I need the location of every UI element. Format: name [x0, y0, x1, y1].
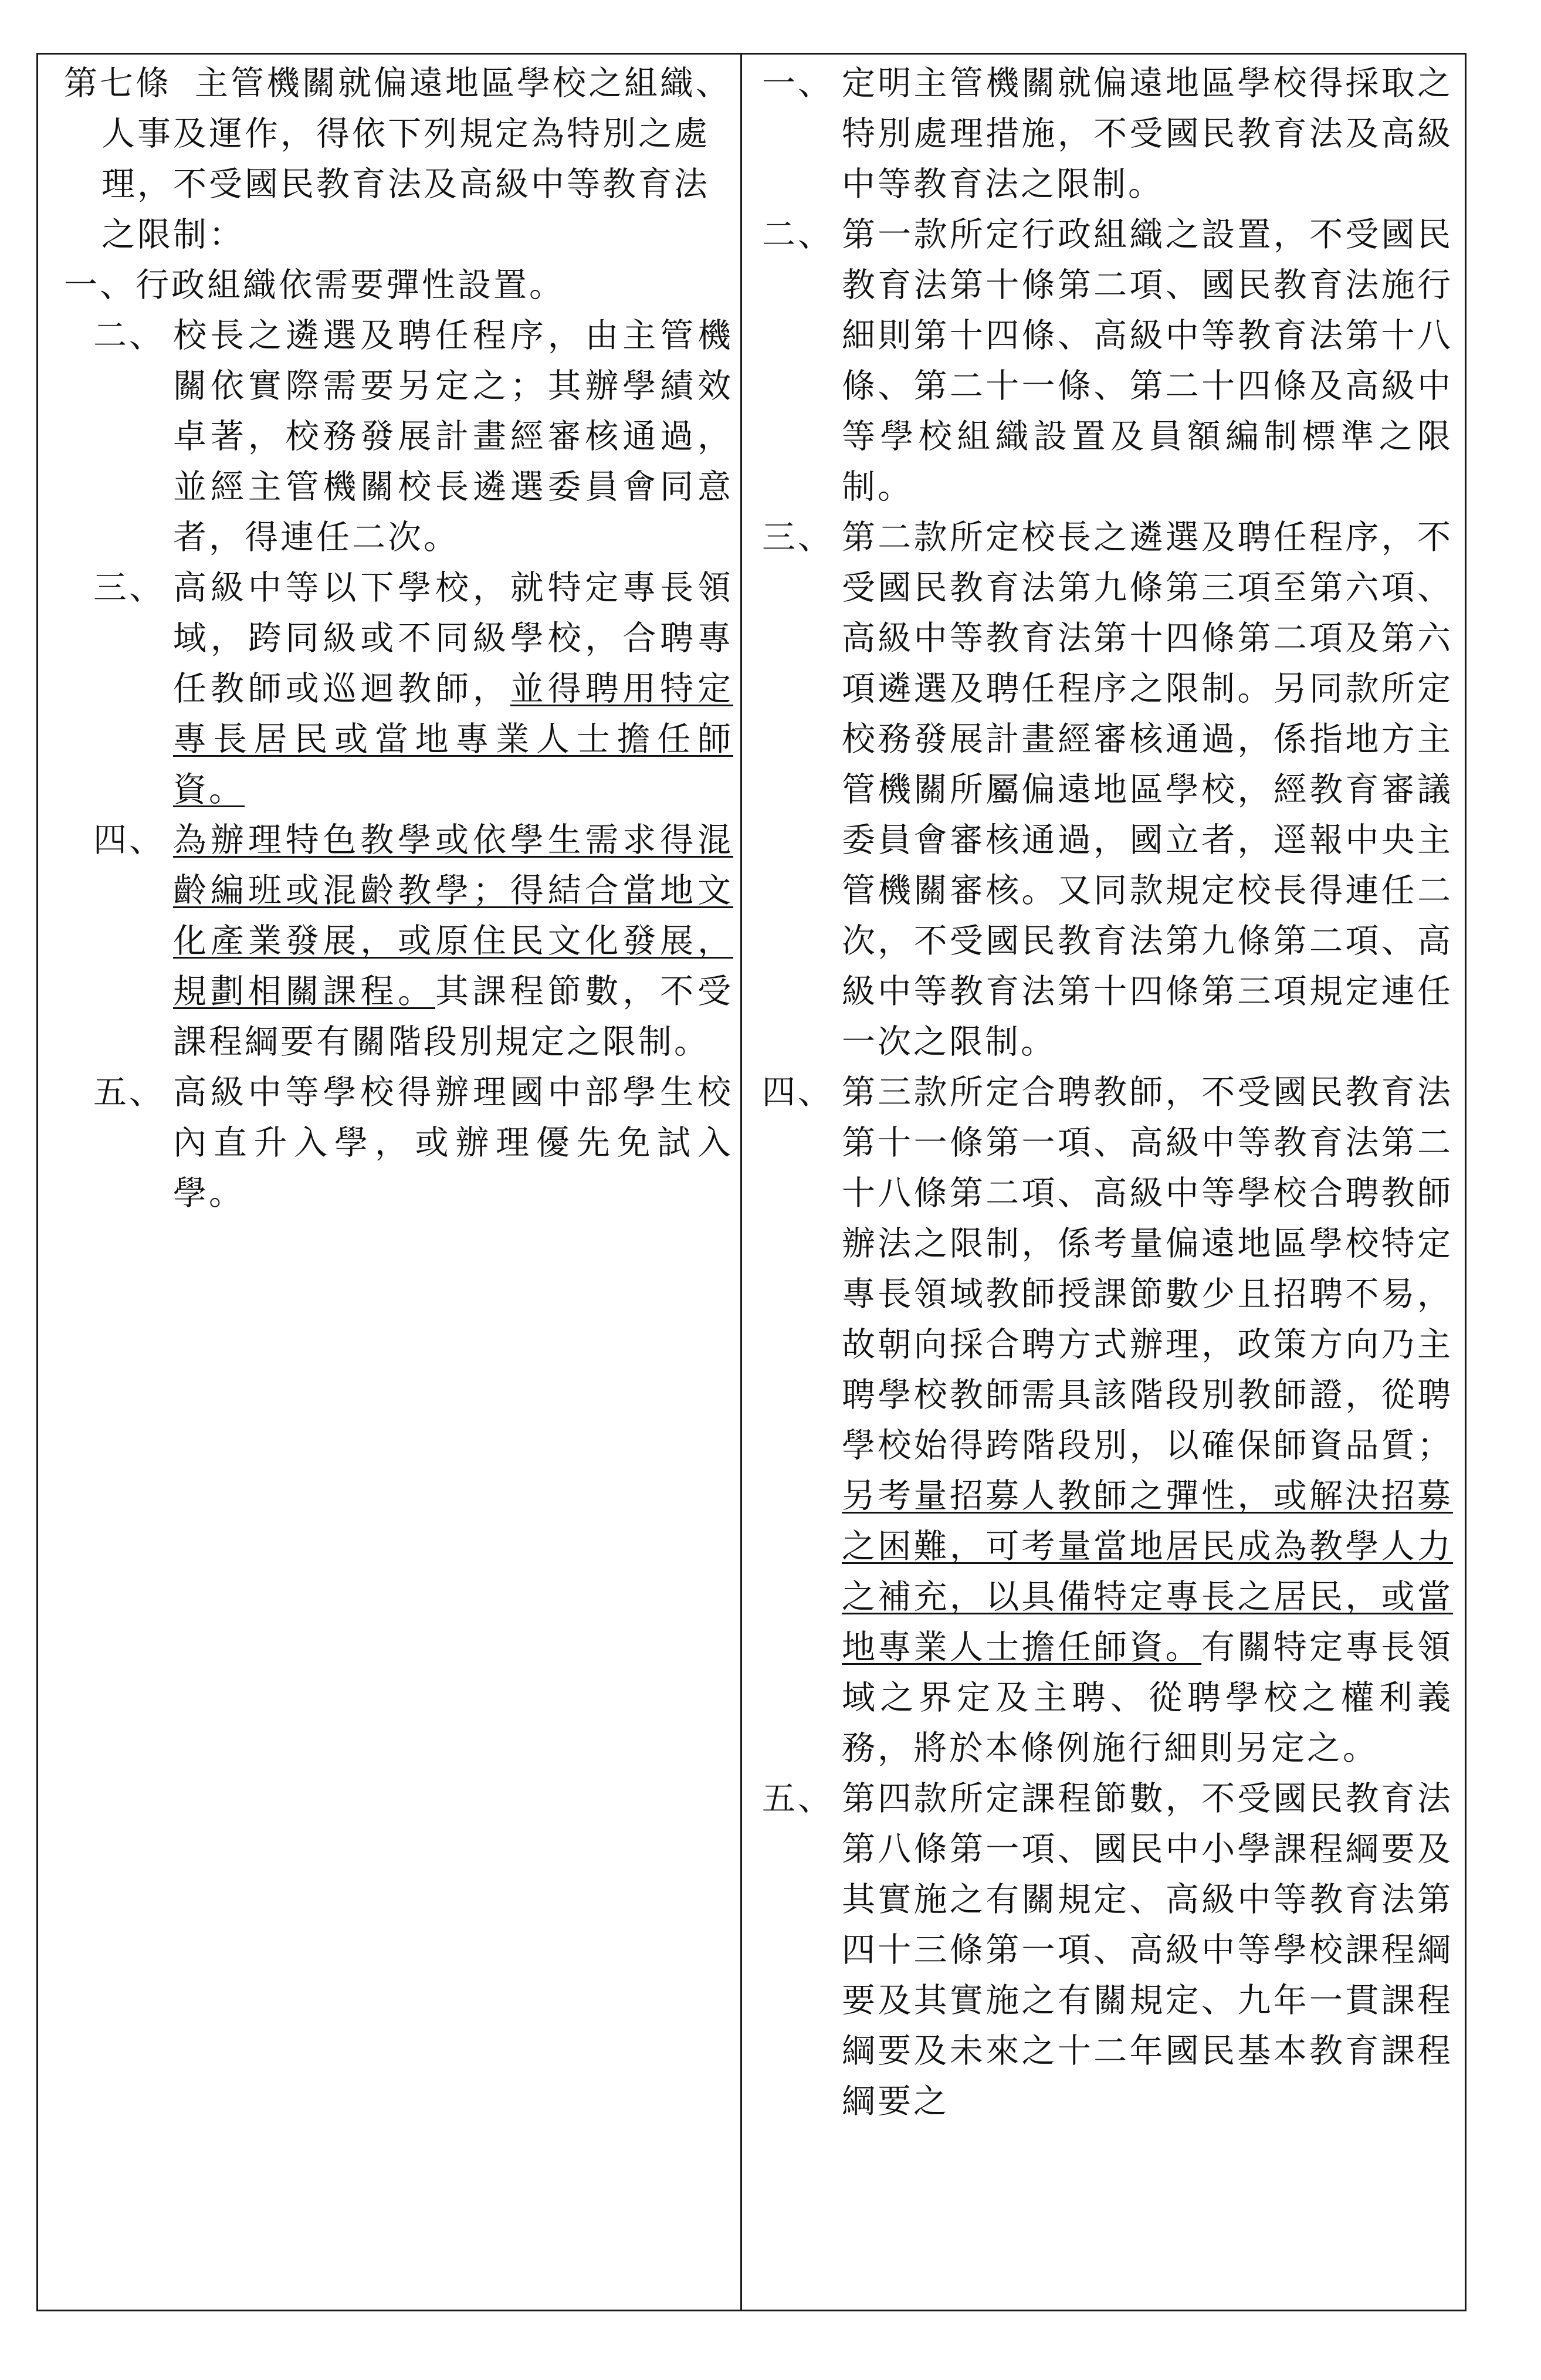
item-text-underlined: 另考量招募人教師之彈性，或解決招募之困難，可考量當地居民成為教學人力之補充，以具備特定專長之居民，或當地專業人士擔任師資。 — [842, 1477, 1453, 1667]
explanation-item — [754, 209, 1453, 512]
item-number: 三、 — [93, 568, 165, 607]
item-text — [842, 1067, 1453, 1773]
item-text: 行政組織依需要彈性設置。 — [136, 266, 565, 304]
explanation-item — [754, 58, 1453, 209]
explanation-item — [754, 1067, 1453, 1773]
item-text: 第二款所定校長之遴選及聘任程序，不受國民教育法第九條第三項至第六項、高級中等教育法第十四條第二項及第六項遴選及聘任程序之限制。另同款所定校務發展計畫經審核通過，係指地方主管機關所屬偏遠地區學校，經教育審議委員會審核通過，國立者，逕報中央主管機關審核。又同款規定校長得連任二次，不受國民教育法第九條第二項、高級中等教育法第十四條第三項規定連任一次之限制。 — [842, 518, 1453, 1061]
item-text-underlined: 並得聘用特定專長居民或當地專業人士擔任師資。 — [173, 669, 734, 809]
article-heading: 第七條 — [64, 64, 171, 103]
item-text-underlined: 得結合當地文化產業發展，或原住民文化發展，規劃相關課程。 — [173, 871, 734, 1011]
item-number: 五、 — [93, 1073, 165, 1112]
provision-item — [64, 260, 733, 310]
item-number: 四、 — [762, 1073, 834, 1112]
item-number: 五、 — [762, 1779, 834, 1818]
item-text-plain: 高級中等以下學校，就特定專長領域，跨同級或不同級學校，合聘專任教師或巡迴教師， — [173, 568, 733, 708]
comparison-table — [36, 53, 1467, 2311]
item-text-plain: 第三款所定合聘教師，不受國民教育法第十一條第一項、高級中等教育法第二十八條第二項、高級中等學校合聘教師辦法之限制，係考量偏遠地區學校特定專長領域教師授課節數少且招聘不易，故朝向採合聘方式辦理，政策方向乃主聘學校教師需具該階段別教師證，從聘學校始得跨階段別，以確保師資品質； — [842, 1073, 1453, 1465]
item-number: 一、 — [762, 64, 834, 103]
explanation-column — [742, 55, 1465, 2310]
explanation-item — [754, 512, 1453, 1067]
item-text-underlined: 為辦理特色教學或依學生需求得混齡編班或混齡教學； — [173, 821, 733, 910]
provision-item — [64, 1067, 733, 1218]
item-text: 校長之遴選及聘任程序，由主管機關依實際需要另定之；其辦學績效卓著，校務發展計畫經審核通過，並經主管機關校長遴選委員會同意者，得連任二次。 — [173, 316, 733, 557]
item-text — [173, 815, 733, 1067]
explanation-item — [754, 1773, 1453, 2127]
item-number: 二、 — [93, 316, 165, 355]
item-text: 定明主管機關就偏遠地區學校得採取之特別處理措施，不受國民教育法及高級中等教育法之限制。 — [842, 64, 1453, 204]
item-text-plain: 其課程節數，不受課程綱要有關階段別規定之限制。 — [173, 972, 733, 1061]
item-text-plain: 有關特定專長領域之界定及主聘、從聘學校之權利義務，將於本條例施行細則另定之。 — [842, 1628, 1453, 1768]
item-number: 四、 — [93, 821, 165, 859]
article-7-intro — [64, 58, 733, 260]
provision-item — [64, 815, 733, 1067]
provision-item — [64, 563, 733, 815]
article-intro-text: 主管機關就偏遠地區學校之組織、人事及運作，得依下列規定為特別之處理，不受國民教育法及高級中等教育法之限制： — [101, 64, 731, 254]
item-text: 第四款所定課程節數，不受國民教育法第八條第一項、國民中小學課程綱要及其實施之有關規定、高級中等教育法第四十三條第一項、高級中等學校課程綱要及其實施之有關規定、九年一貫課程綱要及未來之十二年國民基本教育課程綱要之 — [842, 1779, 1453, 2121]
item-text — [173, 563, 733, 815]
item-number: 一、 — [64, 266, 136, 304]
provision-text-column — [38, 55, 742, 2310]
item-number: 二、 — [762, 215, 834, 254]
item-text: 第一款所定行政組織之設置，不受國民教育法第十條第二項、國民教育法施行細則第十四條、高級中等教育法第十八條、第二十一條、第二十四條及高級中等學校組織設置及員額編制標準之限制。 — [842, 215, 1453, 506]
item-text: 高級中等學校得辦理國中部學生校內直升入學，或辦理優先免試入學。 — [173, 1073, 733, 1213]
item-number: 三、 — [762, 518, 834, 557]
provision-item — [64, 310, 733, 563]
